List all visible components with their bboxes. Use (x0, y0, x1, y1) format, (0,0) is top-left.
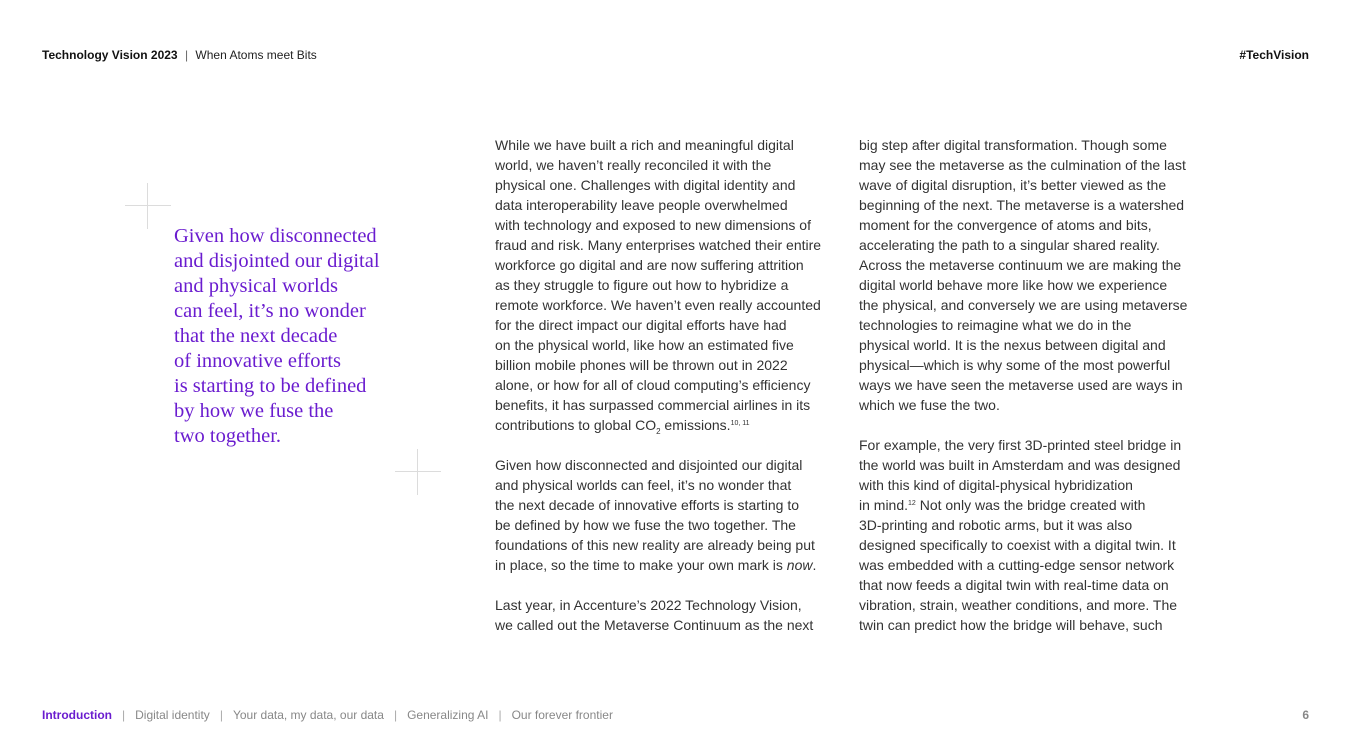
text-line (495, 555, 830, 575)
text-line (495, 415, 830, 435)
nav-item-digital-identity[interactable]: Digital identity (135, 708, 210, 722)
text-line: be defined by how we fuse the two together. The (495, 517, 796, 533)
text-line: with this kind of digital-physical hybridization (859, 477, 1133, 493)
text-line: technologies to reimagine what we do in the (859, 317, 1132, 333)
paragraph (495, 455, 830, 575)
pull-quote (174, 224, 414, 449)
text-line: remote workforce. We haven’t even really accounted (495, 297, 821, 313)
text-line: the next decade of innovative efforts is starting to (495, 497, 800, 513)
text-line: For example, the very first 3D-printed steel bridge in (859, 437, 1182, 453)
nav-item-your-data[interactable]: Your data, my data, our data (232, 708, 384, 722)
text-line: billion mobile phones will be thrown out in 2022 (495, 357, 788, 373)
footer-navigation (42, 708, 613, 722)
text-line: Across the metaverse continuum we are making the (859, 257, 1182, 273)
text-line: fraud and risk. Many enterprises watched their entire (495, 237, 822, 253)
paragraph (859, 435, 1194, 635)
pull-quote-line: is starting to be defined (174, 375, 367, 397)
paragraph (859, 135, 1194, 415)
text-line: vibration, strain, weather conditions, and more. The (859, 597, 1178, 613)
text-line: big step after digital transformation. Though some (859, 137, 1167, 153)
text-line: Given how disconnected and disjointed our digital (495, 457, 803, 473)
header-separator: | (184, 48, 189, 62)
text-fragment: in mind. (859, 497, 909, 513)
text-line: the physical, and conversely we are using metaverse (859, 297, 1188, 313)
text-line: moment for the convergence of atoms and bits, (859, 217, 1152, 233)
text-line: designed specifically to coexist with a digital twin. It (859, 537, 1176, 553)
text-line: workforce go digital and are now suffering attrition (495, 257, 804, 273)
pull-quote-line: by how we fuse the (174, 400, 334, 422)
text-line: the world was built in Amsterdam and was designed (859, 457, 1181, 473)
text-line: as they struggle to figure out how to hybridize a (495, 277, 789, 293)
nav-divider: | (393, 708, 398, 722)
text-line: accelerating the path to a singular shared reality. (859, 237, 1160, 253)
text-line: with technology and exposed to new dimensions of (495, 217, 811, 233)
text-line: wave of digital disruption, it’s better viewed as the (859, 177, 1167, 193)
pull-quote-line: of innovative efforts (174, 350, 341, 372)
pull-quote-line: that the next decade (174, 325, 338, 347)
pull-quote-line: Given how disconnected (174, 225, 377, 247)
text-line: we called out the Metaverse Continuum as the next (495, 617, 814, 633)
nav-divider: | (121, 708, 126, 722)
footnote-reference: 12 (908, 500, 916, 507)
text-line: alone, or how for all of cloud computing’s efficiency (495, 377, 811, 393)
pull-quote-line: and physical worlds (174, 275, 338, 297)
text-line: on the physical world, like how an estimated five (495, 337, 794, 353)
nav-item-forever-frontier[interactable]: Our forever frontier (511, 708, 613, 722)
text-line: world, we haven’t really reconciled it with the (495, 157, 772, 173)
nav-item-generalizing-ai[interactable]: Generalizing AI (407, 708, 489, 722)
text-line: data interoperability leave people overwhelmed (495, 197, 788, 213)
nav-divider: | (498, 708, 502, 722)
text-line (859, 495, 1194, 515)
crosshair-decoration-bottom (395, 449, 441, 495)
text-fragment: emissions. (660, 417, 731, 433)
nav-item-introduction[interactable]: Introduction (42, 708, 112, 722)
paragraph (495, 595, 830, 635)
text-line: beginning of the next. The metaverse is a watershed (859, 197, 1185, 213)
emphasis: now (786, 557, 813, 573)
text-line: physical one. Challenges with digital identity and (495, 177, 796, 193)
text-line: that now feeds a digital twin with real-time data on (859, 577, 1169, 593)
hashtag: #TechVision (1239, 48, 1309, 62)
text-line: may see the metaverse as the culmination of the last (859, 157, 1186, 173)
body-column-right (859, 135, 1194, 655)
pull-quote-line: can feel, it’s no wonder (174, 300, 366, 322)
report-subtitle: When Atoms meet Bits (195, 48, 317, 62)
nav-divider: | (219, 708, 223, 722)
body-column-left (495, 135, 830, 655)
paragraph (495, 135, 830, 435)
text-line: for the direct impact our digital efforts have had (495, 317, 787, 333)
text-line: benefits, it has surpassed commercial airlines in its (495, 397, 811, 413)
report-title: Technology Vision 2023 (42, 48, 178, 62)
crosshair-decoration-top (125, 183, 171, 229)
footnote-reference: 10, 11 (730, 420, 750, 427)
pull-quote-line: and disjointed our digital (174, 250, 380, 272)
header-title (42, 48, 317, 62)
text-line: Last year, in Accenture’s 2022 Technology Vision, (495, 597, 802, 613)
text-line: was embedded with a cutting-edge sensor network (859, 557, 1175, 573)
text-line: While we have built a rich and meaningful digital (495, 137, 794, 153)
text-line: and physical worlds can feel, it’s no wonder that (495, 477, 792, 493)
page-number: 6 (1302, 708, 1309, 722)
text-line: physical—which is why some of the most powerful (859, 357, 1171, 373)
text-fragment: in place, so the time to make your own mark is (495, 557, 787, 573)
text-fragment: Not only was the bridge created with (915, 497, 1146, 513)
text-line: 3D-printing and robotic arms, but it was also (859, 517, 1133, 533)
pull-quote-line: two together. (174, 425, 282, 447)
text-line: foundations of this new reality are already being put (495, 537, 815, 553)
text-line: physical world. It is the nexus between digital and (859, 337, 1166, 353)
subscript: 2 (656, 427, 661, 436)
text-line: which we fuse the two. (859, 397, 1000, 413)
text-line: ways we have seen the metaverse used are ways in (859, 377, 1183, 393)
text-line: twin can predict how the bridge will behave, such (859, 617, 1163, 633)
text-line: digital world behave more like how we experience (859, 277, 1168, 293)
text-fragment: . (812, 557, 817, 573)
text-fragment: contributions to global CO (495, 417, 657, 433)
